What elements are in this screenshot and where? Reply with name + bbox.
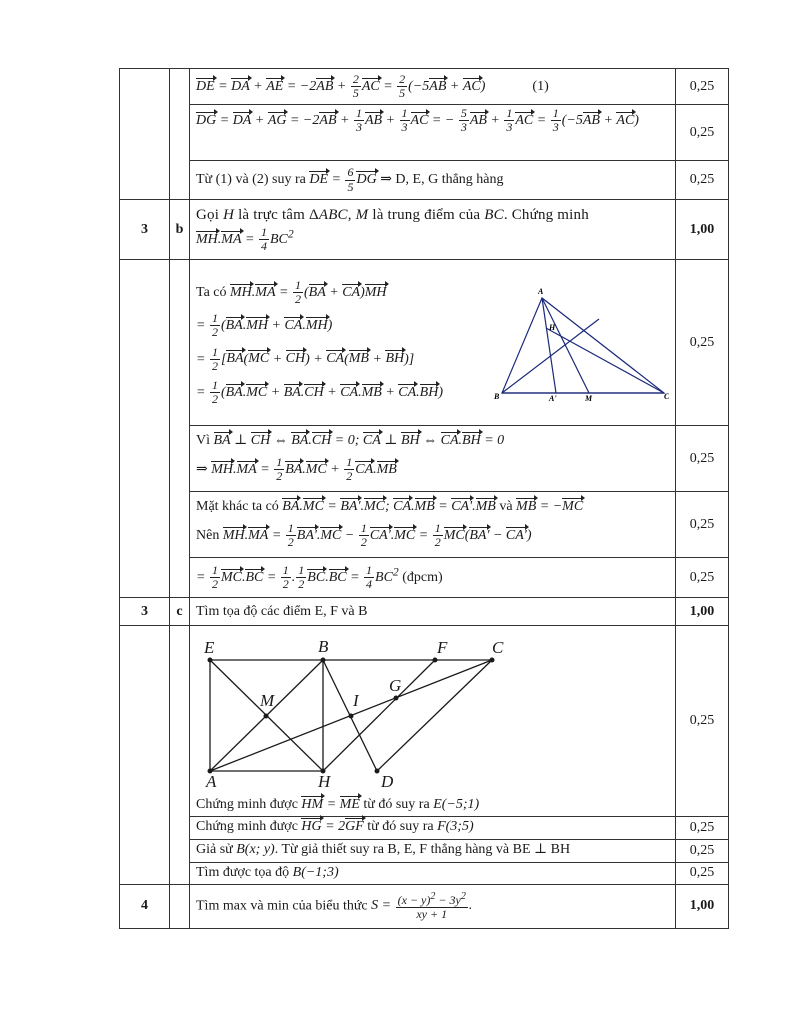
solution-cell	[190, 69, 676, 105]
points-cell: 1,00	[676, 598, 729, 626]
points-cell: 0,25	[676, 105, 729, 161]
solution-cell: = $\frac{1}{2}$ MC.BC = $\frac{1}{2}$ . $\frac{1}{2}$ BC.BC = $\frac{1}{4}$ $BC^2$ (đpcm)	[190, 558, 676, 598]
label-b: B	[318, 637, 329, 656]
label-m: M	[260, 691, 275, 710]
proof-steps: Ta có MH.MA = $\frac{1}{2}$ (BA + CA)MH = $\frac{1}{2}$ (BA.MH + CA.MH) = $\frac{1}{2}$ [BA(MC + CH) + CA(MB + BH)] = $\frac{1}{2}$ (BA.MC + BA.CH + CA.MB + CA.BH)	[196, 277, 443, 407]
label-m: M	[585, 393, 593, 403]
question-cell	[120, 626, 170, 885]
points-cell: 1,00	[676, 200, 729, 260]
equation-dg: DG = DA + AG = −2AB + $\frac{1}{3}$ AB + $\frac{1}{3}$ AC = − $\frac{5}{3}$ AB + $\frac{1}{3}$ AC = $\frac{1}{3}$ (−5AB + AC)	[196, 106, 639, 135]
label-i: I	[353, 691, 359, 710]
prompt-cell: Tìm max và min của biểu thức S = $\frac{(x - y)^2 - 3y^2}{xy + 1}$ .	[190, 884, 676, 928]
part-letter: c	[170, 598, 190, 626]
prompt-cell: Tìm tọa độ các điểm E, F và B	[190, 598, 676, 626]
label-e: E	[204, 638, 215, 657]
points-cell: 0,25	[676, 260, 729, 426]
label-c: C	[664, 391, 669, 401]
prompt-cell: Gọi H là trực tâm ΔABC, M là trung điểm của BC. Chứng minh MH.MA = $\frac{1}{4}$ $BC^2$	[190, 200, 676, 260]
points-cell: 0,25	[676, 426, 729, 492]
label-g: G	[389, 676, 402, 695]
points-cell: 0,25	[676, 69, 729, 105]
solution-cell: Vì BA ⊥ CH ⇔ BA.CH = 0; CA ⊥ BH ⇔ CA.BH = 0 ⇒ MH.MA = $\frac{1}{2}$ BA.MC + $\frac{1}{2}$ CA.MB	[190, 426, 676, 492]
label-b: B	[494, 391, 500, 401]
solution-cell: E B F C M I G A H D Chứng minh được HM = ME từ đó suy ra E(−5;1)	[190, 626, 676, 817]
part-letter	[170, 884, 190, 928]
label-f: F	[437, 638, 448, 657]
triangle-figure	[494, 283, 669, 403]
points-cell: 0,25	[676, 862, 729, 884]
label-c: C	[492, 638, 504, 657]
part-cell	[170, 260, 190, 598]
question-cell	[120, 69, 170, 200]
label-a: A	[538, 286, 544, 296]
part-cell	[170, 626, 190, 885]
solution-cell	[190, 105, 676, 161]
solution-cell	[190, 161, 676, 200]
label-a: A	[206, 772, 217, 788]
points-cell: 1,00	[676, 884, 729, 928]
part-cell	[170, 69, 190, 200]
part-letter: b	[170, 200, 190, 260]
label-h: H	[549, 322, 556, 332]
solution-cell	[190, 260, 676, 426]
conclusion-line: Từ (1) và (2) suy ra DE = $\frac{6}{5}$ DG ⇒ D, E, G thẳng hàng	[196, 165, 504, 194]
label-d: D	[381, 772, 394, 788]
solution-cell: Giả sử B(x; y). Từ giả thiết suy ra B, E, F thẳng hàng và BE ⊥ BH	[190, 839, 676, 862]
question-number: 3	[120, 200, 170, 260]
equation-label: (1)	[532, 78, 549, 94]
question-number: 4	[120, 884, 170, 928]
solution-cell: Mặt khác ta có BA.MC = BA'.MC; CA.MB = CA'.MB và MB = −MC Nên MH.MA = $\frac{1}{2}$ BA'.MC − $\frac{1}{2}$ CA'.MC = $\frac{1}{2}$ MC(BA' − CA')	[190, 492, 676, 558]
parallelogram-figure	[196, 628, 516, 788]
question-number: 3	[120, 598, 170, 626]
equation-de: DE = DA + AE = −2AB + $\frac{2}{5}$ AC = $\frac{2}{5}$ (−5AB + AC) (1)	[196, 71, 549, 100]
solution-cell: Chứng minh được HG = 2GF từ đó suy ra F(3;5)	[190, 816, 676, 839]
label-a-prime: A'	[549, 393, 557, 403]
points-cell: 0,25	[676, 839, 729, 862]
label-h: H	[318, 772, 331, 788]
points-cell: 0,25	[676, 816, 729, 839]
points-cell: 0,25	[676, 626, 729, 817]
points-cell: 0,25	[676, 558, 729, 598]
points-cell: 0,25	[676, 492, 729, 558]
points-cell: 0,25	[676, 161, 729, 200]
solution-cell: Tìm được tọa độ B(−1;3)	[190, 862, 676, 884]
answer-table	[119, 68, 729, 929]
question-cell	[120, 260, 170, 598]
